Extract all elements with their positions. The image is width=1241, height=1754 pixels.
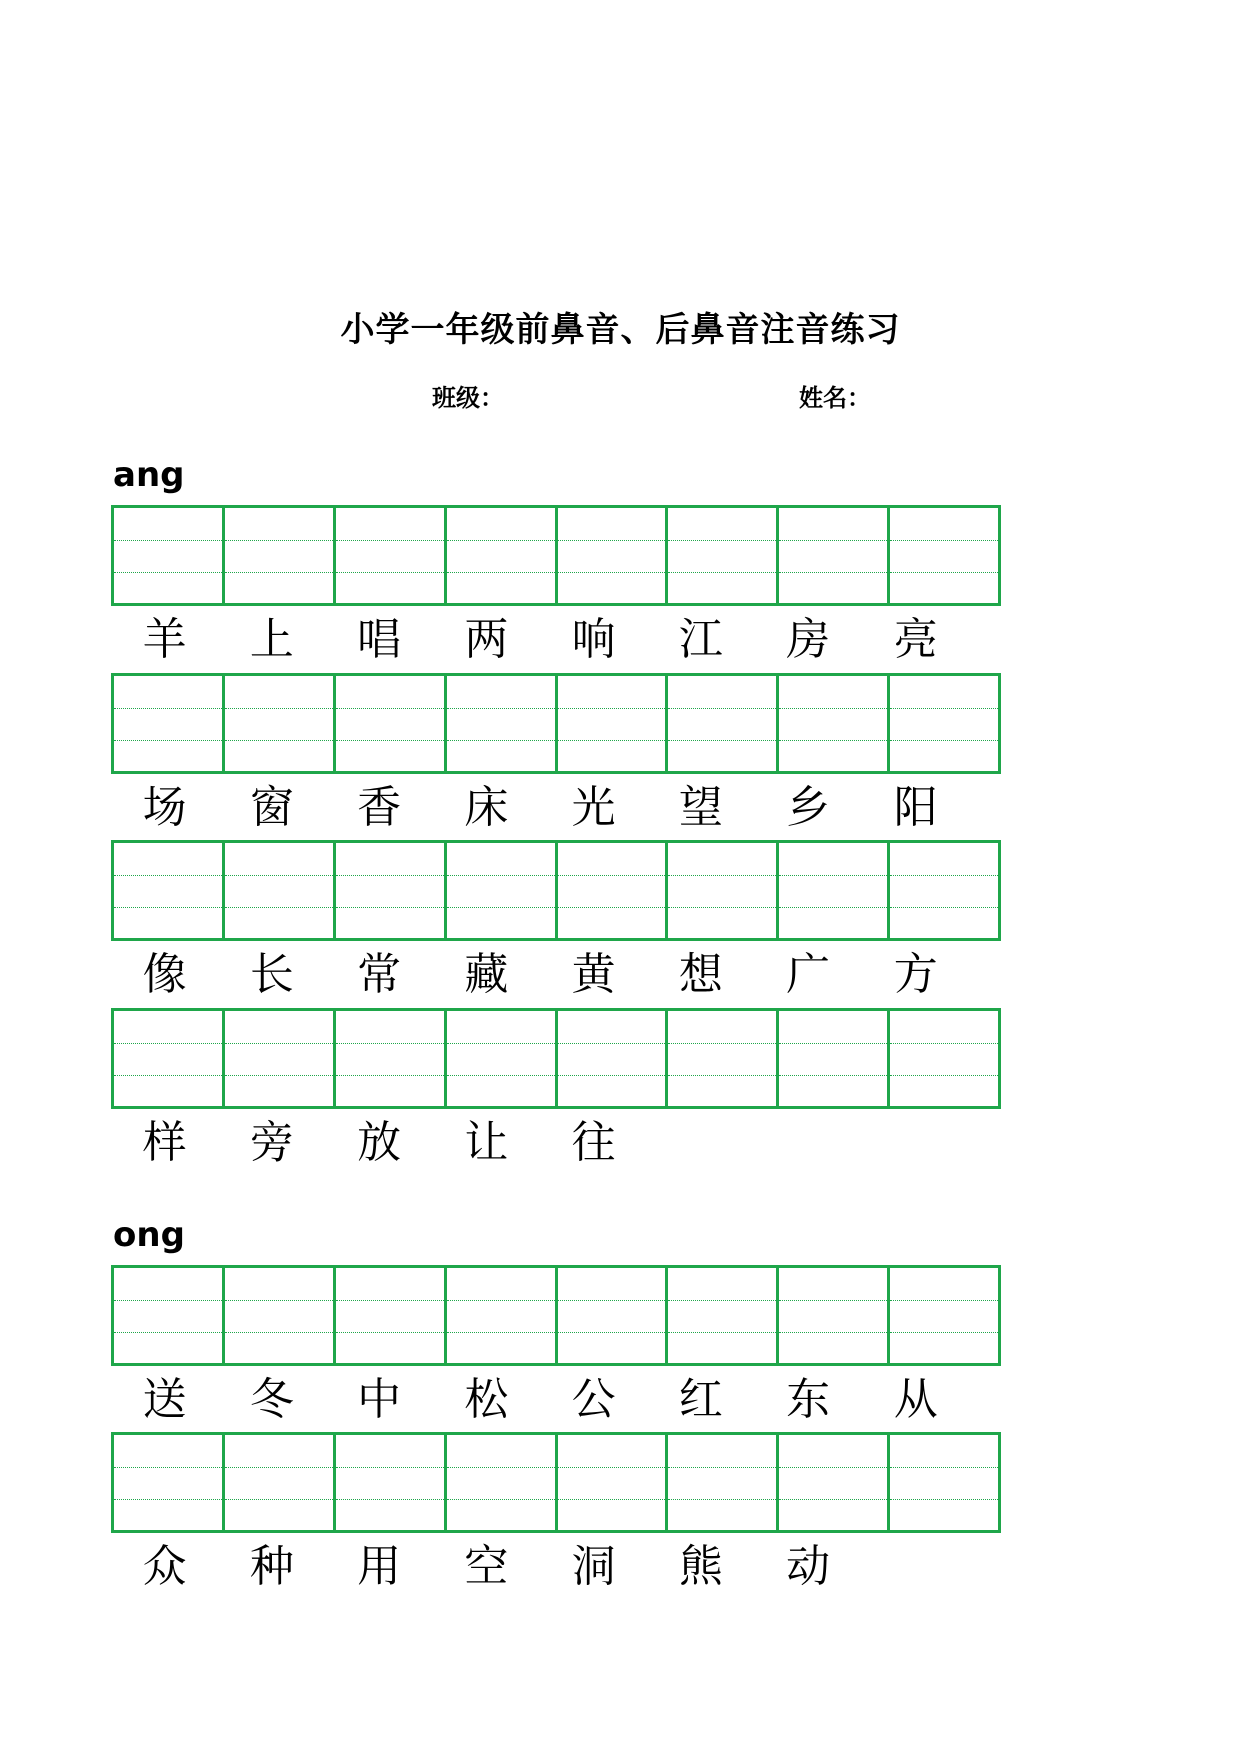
section-label-ang: ang <box>113 455 185 495</box>
character: 方 <box>893 949 938 1000</box>
pinyin-cell[interactable] <box>447 676 558 771</box>
character-row <box>111 1370 1001 1430</box>
pinyin-cell[interactable] <box>668 1435 779 1530</box>
pinyin-cell[interactable] <box>336 508 447 603</box>
pinyin-cell[interactable] <box>225 1268 336 1363</box>
character: 窗 <box>249 782 294 833</box>
character: 亮 <box>893 614 938 665</box>
pinyin-cell[interactable] <box>447 1268 558 1363</box>
character: 松 <box>464 1374 509 1425</box>
character: 江 <box>678 614 723 665</box>
pinyin-cell[interactable] <box>668 1268 779 1363</box>
pinyin-cell[interactable] <box>114 676 225 771</box>
pinyin-cell[interactable] <box>114 843 225 938</box>
character: 香 <box>357 782 402 833</box>
pinyin-cell[interactable] <box>779 676 890 771</box>
pinyin-cell[interactable] <box>225 1435 336 1530</box>
character: 唱 <box>357 614 402 665</box>
character: 从 <box>893 1374 938 1425</box>
pinyin-cell[interactable] <box>336 1011 447 1106</box>
character: 样 <box>142 1117 187 1168</box>
pinyin-cell[interactable] <box>114 1435 225 1530</box>
character: 送 <box>142 1374 187 1425</box>
character: 洞 <box>571 1541 616 1592</box>
character: 阳 <box>893 782 938 833</box>
pinyin-cell[interactable] <box>447 508 558 603</box>
character: 红 <box>678 1374 723 1425</box>
character: 中 <box>357 1374 402 1425</box>
character: 种 <box>249 1541 294 1592</box>
character: 长 <box>249 949 294 1000</box>
character: 东 <box>786 1374 831 1425</box>
character: 往 <box>571 1117 616 1168</box>
pinyin-cell[interactable] <box>890 1011 998 1106</box>
character-row <box>111 945 1001 1005</box>
character: 像 <box>142 949 187 1000</box>
pinyin-grid-row[interactable] <box>111 1008 1001 1109</box>
character: 乡 <box>786 782 831 833</box>
pinyin-cell[interactable] <box>668 1011 779 1106</box>
pinyin-cell[interactable] <box>558 508 669 603</box>
pinyin-cell[interactable] <box>558 1435 669 1530</box>
pinyin-cell[interactable] <box>225 676 336 771</box>
pinyin-cell[interactable] <box>890 843 998 938</box>
pinyin-cell[interactable] <box>779 1268 890 1363</box>
character-row <box>111 1113 1001 1173</box>
character: 熊 <box>678 1541 723 1592</box>
pinyin-cell[interactable] <box>447 1011 558 1106</box>
pinyin-grid-row[interactable] <box>111 1432 1001 1533</box>
character <box>862 1113 1001 1173</box>
character: 羊 <box>142 614 187 665</box>
pinyin-cell[interactable] <box>890 676 998 771</box>
pinyin-cell[interactable] <box>336 1435 447 1530</box>
character: 望 <box>678 782 723 833</box>
section-label-ong: ong <box>113 1215 185 1255</box>
character-row <box>111 1537 1001 1597</box>
pinyin-cell[interactable] <box>114 1011 225 1106</box>
character: 广 <box>786 949 831 1000</box>
character: 上 <box>249 614 294 665</box>
character: 场 <box>142 782 187 833</box>
pinyin-cell[interactable] <box>336 676 447 771</box>
pinyin-cell[interactable] <box>890 508 998 603</box>
pinyin-cell[interactable] <box>558 676 669 771</box>
character: 放 <box>357 1117 402 1168</box>
character: 空 <box>464 1541 509 1592</box>
pinyin-grid-row[interactable] <box>111 505 1001 606</box>
character: 众 <box>142 1541 187 1592</box>
class-label: 班级： <box>432 383 504 412</box>
character: 常 <box>357 949 402 1000</box>
pinyin-cell[interactable] <box>225 508 336 603</box>
pinyin-cell[interactable] <box>668 843 779 938</box>
character: 藏 <box>464 949 509 1000</box>
character <box>862 1537 1001 1597</box>
pinyin-grid-row[interactable] <box>111 840 1001 941</box>
character: 动 <box>786 1541 831 1592</box>
character: 公 <box>571 1374 616 1425</box>
pinyin-cell[interactable] <box>225 843 336 938</box>
pinyin-cell[interactable] <box>668 676 779 771</box>
pinyin-cell[interactable] <box>447 1435 558 1530</box>
pinyin-cell[interactable] <box>336 1268 447 1363</box>
character: 用 <box>357 1541 402 1592</box>
pinyin-cell[interactable] <box>890 1435 998 1530</box>
pinyin-cell[interactable] <box>779 1435 890 1530</box>
pinyin-grid-row[interactable] <box>111 673 1001 774</box>
character: 床 <box>464 782 509 833</box>
character: 房 <box>786 614 831 665</box>
pinyin-cell[interactable] <box>779 843 890 938</box>
character: 光 <box>571 782 616 833</box>
pinyin-cell[interactable] <box>779 1011 890 1106</box>
pinyin-cell[interactable] <box>558 1011 669 1106</box>
character: 让 <box>464 1117 509 1168</box>
pinyin-grid-row[interactable] <box>111 1265 1001 1366</box>
pinyin-cell[interactable] <box>890 1268 998 1363</box>
pinyin-cell[interactable] <box>225 1011 336 1106</box>
character: 想 <box>678 949 723 1000</box>
name-label: 姓名： <box>799 383 871 412</box>
pinyin-cell[interactable] <box>779 508 890 603</box>
character-row <box>111 610 1001 670</box>
character: 黄 <box>571 949 616 1000</box>
character <box>755 1113 862 1173</box>
pinyin-cell[interactable] <box>114 508 225 603</box>
pinyin-cell[interactable] <box>668 508 779 603</box>
character: 冬 <box>249 1374 294 1425</box>
character: 旁 <box>249 1117 294 1168</box>
pinyin-cell[interactable] <box>558 843 669 938</box>
character <box>647 1113 754 1173</box>
pinyin-cell[interactable] <box>336 843 447 938</box>
worksheet-title: 小学一年级前鼻音、后鼻音注音练习 <box>340 310 901 350</box>
character: 两 <box>464 614 509 665</box>
pinyin-cell[interactable] <box>114 1268 225 1363</box>
pinyin-cell[interactable] <box>447 843 558 938</box>
pinyin-cell[interactable] <box>558 1268 669 1363</box>
character: 响 <box>571 614 616 665</box>
character-row <box>111 778 1001 838</box>
